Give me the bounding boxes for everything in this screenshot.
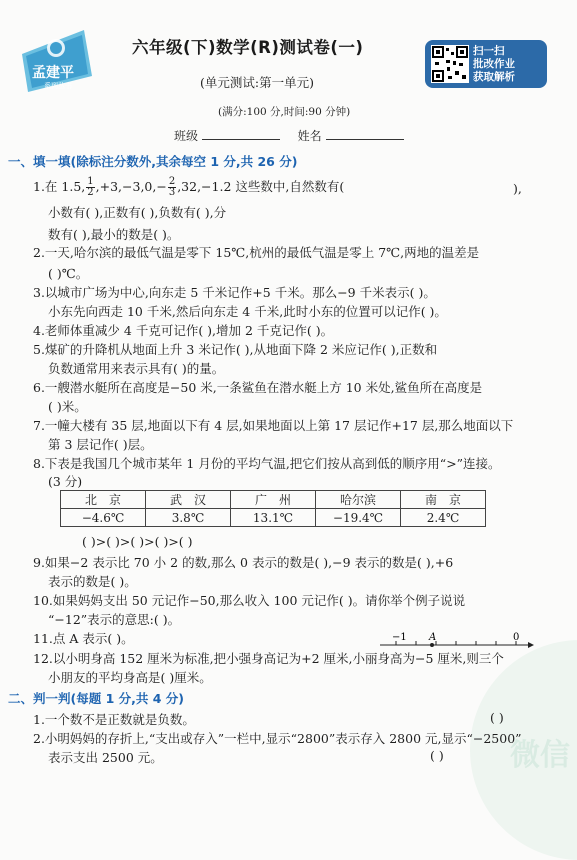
question-1-line-1: [33, 177, 344, 198]
number-line-label-a: A: [429, 632, 437, 643]
question-6-line-1: 6.一艘潜水艇所在高度是−50 米,一条鲨鱼在潜水艇上方 10 米处,鲨鱼所在高度是: [33, 380, 483, 395]
judge-question-1-answer[interactable]: ( ): [490, 710, 504, 725]
question-4: 4.老师体重减少 4 千克可记作( ),增加 2 千克记作( )。: [33, 323, 334, 338]
question-10-line-1: 10.如果妈妈支出 50 元记作−50,那么收入 100 元记作( )。请你举个例子说说: [33, 593, 466, 608]
question-5-line-1: 5.煤矿的升降机从地面上升 3 米记作( ),从地面下降 2 米应记作( ),正数和: [33, 342, 438, 357]
q1-fraction-1: [86, 177, 94, 198]
table-cell: 广 州: [231, 491, 316, 509]
question-6-line-2: ( )米。: [48, 399, 87, 414]
table-cell: 2.4℃: [401, 509, 486, 527]
table-cell: −4.6℃: [61, 509, 146, 527]
point-a-marker: [430, 643, 434, 647]
question-7-line-2: 第 3 层记作( )层。: [48, 437, 153, 452]
qr-text: [473, 45, 515, 84]
exam-meta: (满分:100 分,时间:90 分钟): [218, 106, 351, 118]
qr-line-2: 批改作业: [473, 58, 515, 70]
logo-small-text: 系列丛书: [44, 82, 72, 90]
name-label: 姓名: [297, 129, 322, 143]
page-title: 六年级(下)数学(R)测试卷(一): [132, 38, 364, 57]
q1-frac1-den: 2: [87, 187, 94, 198]
q1-frac2-num: 2: [168, 176, 176, 187]
question-5-line-2: 负数通常用来表示具有( )的量。: [48, 361, 225, 376]
logo-text: 孟建平: [32, 65, 74, 81]
question-3-line-1: 3.以城市广场为中心,向东走 5 千米记作+5 千米。那么−9 千米表示( )。: [33, 285, 436, 300]
q1-text-d: ),: [513, 181, 522, 196]
class-label: 班级: [174, 129, 199, 143]
question-1-line-3: 数有( ),最小的数是( )。: [48, 227, 180, 242]
question-2-line-1: 2.一天,哈尔滨的最低气温是零下 15℃,杭州的最低气温是零上 7℃,两地的温差是: [33, 245, 480, 260]
judge-question-2-line-2: 表示支出 2500 元。: [48, 750, 163, 765]
q1-text-b: ,+3,−3,0,−: [95, 179, 167, 194]
question-9-line-1: 9.如果−2 表示比 70 小 2 的数,那么 0 表示的数是( ),−9 表示的数是( ),+6: [33, 555, 454, 570]
number-line-label-minus1: −1: [392, 632, 407, 643]
class-field[interactable]: [202, 127, 280, 140]
question-1-line-2: 小数有( ),正数有( ),负数有( ),分: [48, 205, 227, 220]
question-10-line-2: “−12”表示的意思:( )。: [48, 612, 181, 627]
qr-line-3: 获取解析: [473, 71, 515, 83]
temperature-table: [60, 490, 486, 527]
question-8-line-2: (3 分): [48, 474, 83, 489]
section1-title: 一、填一填(除标注分数外,其余每空 1 分,共 26 分): [8, 154, 298, 169]
judge-question-2-line-1: 2.小明妈妈的存折上,“支出或存入”一栏中,显示“2800”表示存入 2800 元,显示“−2500”: [33, 731, 522, 746]
question-7-line-1: 7.一幢大楼有 35 层,地面以下有 4 层,如果地面以上第 17 层记作+17 层,那么地面以下: [33, 418, 514, 433]
question-3-line-2: 小东先向西走 10 千米,然后向东走 4 千米,此时小东的位置可以记作( )。: [48, 304, 447, 319]
q1-frac1-num: 1: [87, 176, 94, 187]
qr-line-1: 扫一扫: [473, 45, 505, 57]
qr-code-icon[interactable]: [431, 45, 469, 83]
question-12-line-2: 小朋友的平均身高是( )厘米。: [48, 670, 212, 685]
page-subtitle: (单元测试:第一单元): [200, 75, 314, 90]
question-9-line-2: 表示的数是( )。: [48, 574, 137, 589]
q1-text-c: ,32,−1.2 这些数中,自然数有(: [177, 179, 345, 194]
student-info-row: [174, 127, 404, 144]
question-11: 11.点 A 表示( )。: [33, 631, 134, 646]
table-row-temps: [61, 509, 486, 527]
publisher-logo: [14, 26, 96, 96]
q1-text-a: 1.在 1.5,: [33, 179, 86, 194]
question-8-line-1: 8.下表是我国几个城市某年 1 月份的平均气温,把它们按从高到低的顺序用“>”连接。: [33, 456, 501, 471]
q1-frac2-den: 3: [168, 187, 176, 198]
judge-question-2-answer[interactable]: ( ): [430, 748, 444, 763]
table-cell: 哈尔滨: [316, 491, 401, 509]
table-cell: 3.8℃: [146, 509, 231, 527]
table-cell: −19.4℃: [316, 509, 401, 527]
watermark-text: 微信: [510, 738, 570, 773]
table-row-cities: [61, 491, 486, 509]
table-cell: 13.1℃: [231, 509, 316, 527]
table-cell: 南 京: [401, 491, 486, 509]
number-line-label-0: 0: [513, 632, 520, 643]
name-field[interactable]: [326, 127, 404, 140]
table-cell: 武 汉: [146, 491, 231, 509]
question-8-answer: ( )>( )>( )>( )>( ): [82, 534, 193, 549]
question-12-line-1: 12.以小明身高 152 厘米为标准,把小强身高记为+2 厘米,小丽身高为−5 厘米,则三个: [33, 651, 504, 666]
judge-question-1: 1.一个数不是正数就是负数。: [33, 712, 195, 727]
section2-title: 二、判一判(每题 1 分,共 4 分): [8, 691, 184, 706]
q1-fraction-2: [168, 177, 176, 198]
qr-banner[interactable]: [425, 40, 547, 88]
table-cell: 北 京: [61, 491, 146, 509]
question-2-line-2: ( )℃。: [48, 266, 89, 281]
